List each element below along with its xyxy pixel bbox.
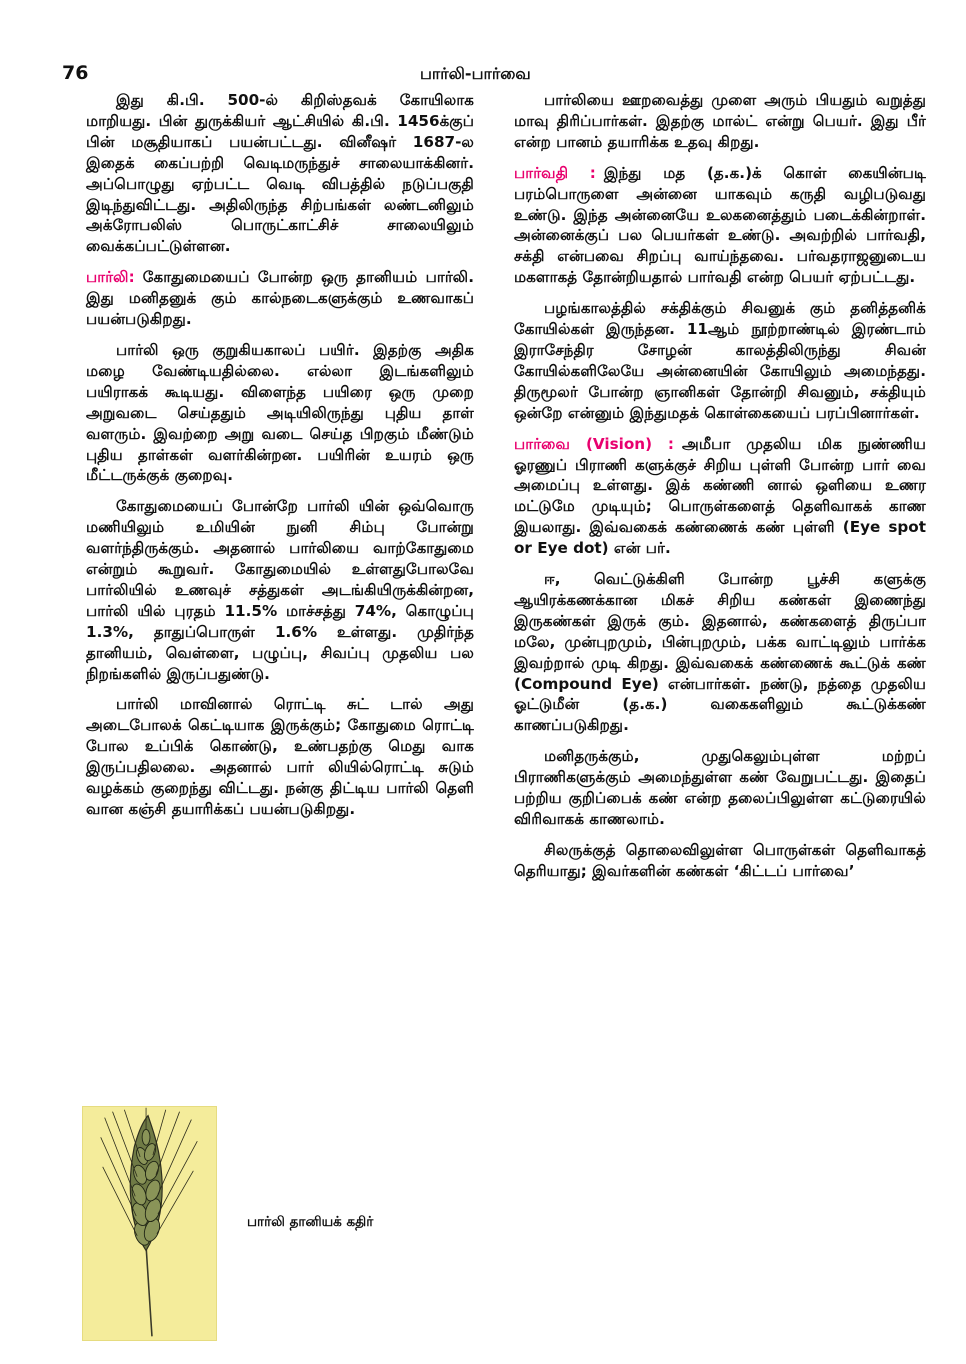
page-number: 76 (62, 62, 89, 84)
entry-parvathi: பார்வதி : இந்து மத (த.க.)க் கொள் கையின்படி பரம்பொருளை அன்னை யாகவும் கருதி வழிபடுவது உண்டு. இந்த அன்னையே உலகனைத்தும் படைக்கின்றாள். அன்னைக்குப் பல பெயர்கள் உண்டு. அவற்றில் பார்வதி, சக்தி என்பவை சிறப்பு வாய்ந்தவை. பர்வதராஜனுடைய மகளாகத் தோன்றியதால் பார்வதி என்ற பெயர் ஏற்பட்டது. (514, 163, 926, 287)
left-column (86, 90, 474, 830)
paragraph-barley-nutrition: கோதுமையைப் போன்றே பார்லி யின் ஒவ்வொரு மணியிலும் உமியின் நுனி சிம்பு போன்று வளர்ந்திருக்கும். அதனால் பார்லியை வாற்கோதுமை என்றும் கூறுவர். கோதுமையில் உள்ளதுபோலவே பார்லியில் உணவுச் சத்துகள் அடங்கியிருக்கின்றன, பார்லி யில் புரதம் 11.5% மாச்சத்து 74%, கொழுப்பு 1.3%, தாதுப்பொருள் 1.6% உள்ளது. முதிர்ந்த தானியம், வெள்ளை, பழுப்பு, சிவப்பு முதலிய பல நிறங்களில் இருப்பதுண்டு. (86, 497, 474, 683)
paragraph-myopia: சிலருக்குத் தொலைவிலுள்ள பொருள்கள் தெளிவாகத் தெரியாது; இவர்களின் கண்கள் ‘கிட்டப் பார்வை’ (514, 840, 926, 880)
figure-caption: பார்லி தானியக் கதிர் (247, 1214, 374, 1230)
barley-ear-illustration (82, 1106, 217, 1341)
paragraph-barley-crop: பார்லி ஒரு குறுகியகாலப் பயிர். இதற்கு அதிக மழை வேண்டியதில்லை. எல்லா இடங்களிலும் பயிராகக் கூடியது. விளைந்த பயிரை ஒரு முறை அறுவடை செய்ததும் அடியிலிருந்து புதிய தாள் வளரும். இவற்றை அறு வடை செய்த பிறகும் மீண்டும் புதிய தாள்கள் வளர்கின்றன. பயிரின் உயரம் ஒரு மீட்டருக்குக் குறைவு. (86, 340, 474, 485)
running-head: பார்லி-பார்வை (420, 64, 531, 83)
entry-barley: பார்லி: கோதுமையைப் போன்ற ஒரு தானியம் பார்லி. இது மனிதனுக் கும் கால்நடைகளுக்கும் உணவாகப் பயன்படுகிறது. (86, 268, 474, 329)
paragraph-barley-bread: பார்லி மாவினால் ரொட்டி சுட் டால் அது அடைபோலக் கெட்டியாக இருக்கும்; கோதுமை ரொட்டி போல உப்பிக் கொண்டு, உண்பதற்கு மெது வாக இருப்பதிலலை. அதனால் பார் லியில்ரொட்டி சுடும் வழக்கம் குறைந்து விட்டது. நன்கு திட்டிய பார்லி தெளி வான கஞ்சி தயாரிக்கப் பயன்படுகிறது. (86, 695, 474, 818)
paragraph-malt: பார்லியை ஊறவைத்து முளை அரும் பியதும் வறுத்து மாவு திரிப்பார்கள். இதற்கு மால்ட் என்று பெயர். இது பீர் என்ற பானம் தயாரிக்க உதவு கிறது. (514, 91, 926, 151)
paragraph-compound-eye: ஈ, வெட்டுக்கிளி போன்ற பூச்சி களுக்கு ஆயிரக்கணக்கான மிகச் சிறிய கண்கள் இணைந்து இருகண்கள் இருக் கும். இதனால், கண்களைத் திருப்பா மலே, முன்புறமும், பின்புறமும், பக்க வாட்டிலும் பார்க்க இவற்றால் முடி கிறது. இவ்வகைக் கண்ணைக் கூட்டுக் கண் (Compound Eye) என்பார்கள். நண்டு, நத்தை முதலிய ஓட்டுமீன் (த.க.) வகைகளிலும் கூட்டுக்கண் காணப்படுகிறது. (514, 570, 926, 735)
entry-vision: பார்வை (Vision) : அமீபா முதலிய மிக நுண்ணிய ஓரணுப் பிராணி களுக்குச் சிறிய புள்ளி போன்ற பார் வை அமைப்பு உள்ளது. இக் கண்ணி னால் ஒளியை உணர மட்டுமே முடியும்; பொருள்களைத் தெளிவாகக் காண இயலாது. இவ்வகைக் கண்ணைக் கண் புள்ளி (Eye spot or Eye dot) என் பர். (514, 434, 927, 558)
paragraph-vertebrate-eye: மனிதருக்கும், முதுகெலும்புள்ள மற்றப் பிராணிகளுக்கும் அமைந்துள்ள கண் வேறுபட்டது. இதைப் பற்றிய குறிப்பைக் கண் என்ற தலைப்பிலுள்ள கட்டுரையில் விரிவாகக் காணலாம். (514, 747, 926, 828)
entry-heading-barley: பார்லி: (86, 268, 135, 287)
paragraph-parthenon-history: இது கி.பி. 500-ல் கிறிஸ்தவக் கோயிலாக மாறியது. பின் துருக்கியர் ஆட்சியில் கி.பி. 1456க்குப் பின் மசூதியாகப் பயன்பட்டது. வினீஷர் 1687-ல இதைக் கைப்பற்றி வெடிமருந்துச் சாலையாக்கினர். அப்பொழுது ஏற்பட்ட வெடி விபத்தில் நடுப்பகுதி இடிந்துவிட்டது. அதிலிருந்த சிற்பங்கள் லண்டனிலும் அக்ரோபலிஸ் பொருட்காட்சிச் சாலையிலும் வைக்கப்பட்டுள்ளன. (86, 91, 474, 256)
entry-heading-parvathi: பார்வதி : (514, 163, 596, 182)
barley-ear-icon (83, 1107, 216, 1340)
right-column (514, 90, 926, 892)
paragraph-shakti-temples: பழங்காலத்தில் சக்திக்கும் சிவனுக் கும் தனித்தனிக் கோயில்கள் இருந்தன. 11ஆம் நூற்றாண்டில் இரண்டாம் இராசேந்திர சோழன் காலத்திலிருந்து சிவன் கோயில்களிலேயே அன்னையின் கோயிலும் அமைந்தது. திருமூலர் போன்ற ஞானிகள் தோன்றி சிவனும், சக்தியும் ஒன்றே என்னும் இந்துமதக் கொள்கையைப் பரப்பினார்கள். (514, 299, 926, 422)
entry-heading-vision: பார்வை (Vision) : (514, 434, 674, 453)
